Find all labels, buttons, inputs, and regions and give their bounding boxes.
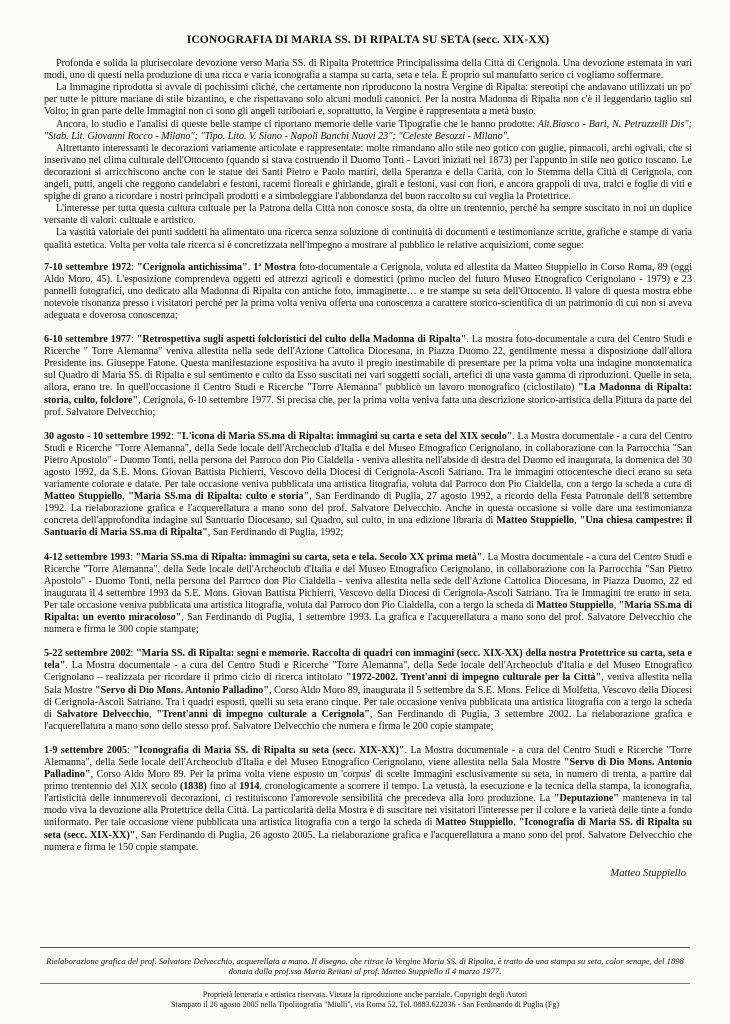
entry-sep: , (149, 708, 157, 720)
entry-book-title: "Iconografia di Maria SS. di Ripalta su seta (secc. XIX-XX)" (44, 817, 693, 841)
entry-book-title: "1972-2002. Trent'anni di impegno culturale per la Città" (345, 672, 602, 684)
entry-author: Matteo Stuppiello (496, 515, 575, 527)
entry-body: , veniva allestita nella Sala Mostre (44, 672, 693, 696)
intro-paragraph-2: La Immagine riprodotta si avvale di pochissimi cliché, che certamente non riproducono la nostra Vergine di Ripalta: stereotipi che andavano utilizzati un po' per tutte le pitture mariane di stile bizantino, e che rispettavano solo alcuni moduli canonici. Per la nostra Madonna di Ripalta non c'è il leggendario taglio sul Volto; in gran parte delle Immagini non ci sono gli angeli turiboiari e, soprattutto, la Vergine è rappresentata a metà busto. (44, 82, 692, 118)
exhibition-entry-1993 (44, 552, 692, 637)
entry-title: "Cerignola antichissima" (137, 261, 248, 273)
entry-sep: : (170, 430, 177, 442)
entry-body: , San Ferdinando di Puglia, 1992; (207, 527, 344, 539)
footer (40, 990, 690, 1009)
entry-year: 1914 (239, 781, 260, 793)
author-signature: Matteo Stuppiello (610, 867, 686, 879)
entry-body: . La Mostra documentale - a cura del Centro Studi e Ricerche "Torre Alemanna", della Sede locale dell'Archeoclub d'Italia e del Museo Etnografico Cerignolano, in collaborazione con la Parrocchia "San Pietro Apostolo" - Duomo Tonti, nella persona del Parroco don Pio Cialdella - veniva allestita nell'abside di destra del Duomo ed inaugurata, la domenica del 30 agosto 1992, da S.E. Mons. Giovan Battista Pichierri, Vescovo della Diocesi di Cerignola-Ascoli Satriano. Tra le immagini ottocentesche dieci erano su seta variamente colorate e datate. Per tale occasione veniva pubblicata una artistica litografia, voluta dal Parroco don Pio Cialdella, con a tergo la scheda a cura di (44, 430, 692, 491)
entry-title: "Maria SS.ma di Ripalta: immagini su carta, seta e tela. Secolo XX prima metà" (135, 551, 483, 563)
entry-body: , Cerignola, 6-10 settembre 1977. Si precisa che, per la prima volta veniva fatta una descrizione storico-artistica della Pittura da parte del prof. Salvatore Delvecchio; (44, 394, 692, 418)
caption-divider (40, 947, 690, 948)
entry-sep: . (247, 261, 254, 273)
entry-title: "L'icona di Maria SS.ma di Ripalta: immagini su carta e seta del XIX secolo" (176, 430, 513, 442)
entry-sep: , (122, 491, 129, 503)
copyright-notice: Proprietà letteraria e artistica riservata. Vietata la riproduzione anche parziale. Copyright degli Autori (202, 990, 528, 999)
entry-body: . La mostra foto-documentale a cura del Centro Studi e Ricerche " Torre Alemanna" veniva allestita nella sede dell'Azione Cattolica Diocesana, in Piazza Duomo 22, gentilmente messa a disposizione dall'allora Presidente ins. Giuseppe Fatone. Questa manifestazione espositiva ha avuto il pregio inestimabile di presentare per la prima volta una indagine monotematica sul Quadro di Maria SS. di Ripalta e sul sentimento e culto da Esso suscitati nei vari soggetti sociali, artefici di una vasta gamma di riproduzioni. Quelle in seta, allora, erano tre. In quell'occasione il Centro Studi e Ricerche "Torre Alemanna" pubblicò un lavoro monografico (ciclostilato) (44, 334, 692, 394)
entry-sep: , (513, 817, 519, 829)
entry-author: Salvatore Delvecchio (56, 708, 150, 720)
entry-sep: : (130, 334, 137, 346)
entry-body: , Corso Aldo Moro 89. Per la prima volta viene esposto un 'corpus' di scelte Immagini esclusivamente su seta, in numero di trenta, a partire dal primo trentennio del XIX secolo (44, 769, 692, 793)
entry-body: , Corso Aldo Moro 89, inaugurata il 5 settembre da S.E. Mons. Felice di Molfetta, Vescovo della Diocesi di Cerignola-Ascoli Satriano. Tra i quadri esposti, quelli su seta erano cinque. Per tale occasione veniva pubblicata una artistica litografia con a tergo la scheda di (44, 684, 692, 720)
entry-hall-name: "Servo di Dio Mons. Antonio Palladino" (44, 756, 692, 781)
exhibition-entry-2002 (44, 648, 692, 733)
document-title: ICONOGRAFIA DI MARIA SS. DI RIPALTA SU SETA (secc. XIX-XX) (186, 33, 550, 46)
entry-book-title: "Maria SS.ma di Ripalta: un evento miracoloso" (44, 599, 692, 624)
entry-body: . La Mostra documentale - a cura del Centro Studi e Ricerche "Torre Alemanna", della Sede locale dell'Archeoclub d'Italia e del Museo Etnografico Cerignolano, in collaborazione con la Parrocchia "San Pietro Apostolo" - Duomo Tonti, nella persona del Parroco don Pio Cialdella - veniva allestita nella sede dell'Azione Cattolica Diocesana, in Piazza Duomo, 22 ed inaugurata il 4 settembre 1993 da S.E. Mons. Giovan Battista Pichierri, Vescovo della Diocesi di Cerignola-Ascoli Satriano. Tra le Immagini tre erano in seta. Per tale occasione veniva pubblicata una artistica litografia, voluta dal Parroco don Pio Cialdella, con a tergo la scheda di (44, 551, 692, 611)
image-caption: Rielaborazione grafica del prof. Salvatore Delvecchio, acquerellata a mano. Il disegno, che ritrae la Vergine Maria SS. di Ripalta, è tratto da una stampa su seta, color senape, del 1898 donata dalla prof.ssa Maria Reitani al prof. Matteo Stuppiello il 4 marzo 1977. (46, 956, 684, 977)
exhibition-entry-1977 (44, 334, 692, 419)
entry-book-title: "Una chiesa campestre: il Santuario di Maria SS.ma di Ripalta" (44, 515, 693, 539)
exhibition-entry-2005 (44, 745, 692, 854)
entry-sep: : (130, 648, 137, 660)
intro-paragraph-3 (44, 119, 692, 143)
entry-body: fino al (206, 781, 240, 793)
entry-date: 4-12 settembre 1993 (44, 551, 131, 563)
entry-sep: : (127, 744, 134, 756)
exhibition-entry-1992 (44, 431, 692, 540)
exhibition-entry-1972 (44, 262, 692, 322)
entry-book-title: "Maria SS.ma di Ripalta: culto e storia" (128, 491, 310, 503)
entry-body: , San Ferdinando di Puglia, 26 agosto 2005. La rielaborazione grafica e l'acquerellatura a mano sono del prof. Salvatore Delvecchio che numera e firma le 150 copie stampate. (44, 829, 692, 853)
entry-deputazione: "Deputazione" (553, 793, 619, 805)
entry-author: Matteo Stuppiello (435, 817, 514, 829)
entry-date: 1-9 settembre 2005 (44, 744, 127, 756)
entry-body: . La Mostra documentale - a cura del Centro Studi e Ricerche "Torre Alemanna", della Sede locale dell'Archeoclub d'Italia e del Museo Etnografico Cerignolano – realizzata per ricordare il primo ciclo di ricerca intitolato (44, 660, 692, 684)
entry-date: 7-10 settembre 1972 (44, 261, 132, 273)
intro-paragraph-5: L'interesse per tutta questa cultura cultuale per la Patrona della Città non conosce sosta, da oltre un trentennio, perché ha sempre suscitato in noi un duplice versante di valori: cultuale e artistico. (44, 203, 692, 227)
entry-date: 30 agosto - 10 settembre 1992 (44, 430, 171, 442)
document-page (44, 34, 692, 880)
entry-sep: , (613, 599, 619, 611)
entry-body: foto-documentale a Cerignola, voluta ed allestita da Matteo Stuppiello in Corso Roma, 89 (oggi Aldo Moro, 45). L'esposizione comprendeva oggetti ed attrezzi agricoli e domestici (primo nucleo del futuro Museo Etnografico Cerignolano - 1979) e 23 pannelli fotografici, uno dedicato alla Madonna di Ripalta con antiche foto, immaginette… e tre stampe su seta dell'Ottocento. Il valore di questa mostra ebbe notevole risonanza presso i visitatori perché per la prima volta veniva offerta una conoscenza a carattere storico-scientifica di un patrimonio di cui non si aveva adeguata e doverosa conoscenza; (44, 261, 692, 321)
entry-body: manteneva in tal modo viva la devozione alla Protettrice della Città. La particolarità della Mostra è di suscitare nei visitatori l'interesse per il colore e la varietà delle tinte a fondo uniformato. Per tale occasione viene pubblicata una artistica litografia con a tergo la scheda di (44, 793, 692, 829)
entry-sep: : (131, 261, 138, 273)
entry-author: Matteo Stuppiello (536, 599, 614, 611)
entry-body: , cronologicamente a scorrere il tempo. La vetustà, la esecuzione e la tecnica della stampa, la iconografia, l'artisticità delle innumerevoli decorazioni, ci restituiscono l'amorevole sensibilità che precedeva alla loro produzione. La (44, 781, 693, 805)
entry-sep: : (130, 551, 136, 563)
entry-author: Matteo Stuppiello (44, 491, 123, 503)
entry-body: , San Ferdinando di Puglia, 27 agosto 1992, a ricordo della Festa Patronale dell'8 settembre 1992. La rielaborazione grafica e l'acquerellatura a mano sono del prof. Salvatore Delvecchio. Anche in questa occasione si volle dare una testimonianza concreta dell'approfondita indagine sul Santuario Diocesano, sul Quadro, sul culto, in una edizione libraria di (44, 491, 693, 527)
entry-year: (1838) (179, 781, 207, 793)
entry-book-title: "Trent'anni di impegno culturale a Cerignola" (156, 708, 370, 720)
printer-notice: Stampato il 26 agosto 2005 nella Tipolitografia "Miulli", via Roma 52, Tel. 0883.622036 - San Ferdinando di Puglia (Fg) (170, 999, 560, 1009)
entry-date: 5-22 settembre 2002 (44, 648, 131, 660)
entry-sep: , (574, 515, 580, 527)
intro-paragraph-4: Altrettanto interessanti le decorazioni variamente articolate e rappresentate: molte rimandano allo stile neo gotico con guglie, pinnacoli, archi ogivali, che si inserivano nel clima culturale dell'Ottocento (quando si stava costruendo il Duomo Tonti - Lavori iniziati nel 1873) per l'appunto in stile neo gotico toscano. Le decorazioni si arricchiscono anche con le statue dei Santi Pietro e Paolo martiri, della Speranza e della Carità, con lo Stemma della Città di Cerignola, con angeli, putti, angeli che reggono candelabri e festoni, racemi floreali e ghirlande, girali e festoni, vasi con fiori, e ancora grappoli di uva, tralci e foglie di viti e spighe di grano a ricordare i nostri principali prodotti e a simboleggiare l'abbondanza del buon raccolto su cui veglia la Protettrice. (44, 142, 692, 203)
intro-paragraph-3-text: Ancora, lo studio e l'analisi di queste belle stampe ci riportano memorie delle varie Tipografie che le hanno prodotte: (56, 118, 535, 130)
entry-title: "Retrospettiva sugli aspetti folcloristici del culto della Madonna di Ripalta" (136, 334, 467, 346)
entry-body: . La Mostra documentale - a cura del Centro Studi e Ricerche "Torre Alemanna", della Sede locale dell'Archeoclub d'Italia e del Museo Etnografico Cerignolano, viene allestita nella Sala Mostre (44, 744, 693, 768)
printers-list: Alt.Biasco - Bari, N. Petruzzelli Dis"; "Stab. Lit. Giovanni Rocco - Milano"; "Tipo. Lito. V. Siano - Napoli Banchi Nuovi 23"; "Celeste Besozzi - Milano". (44, 118, 692, 142)
entry-book-title: "La Madonna di Ripalta: storia, culto, folclore" (44, 382, 692, 406)
footer-divider (40, 983, 690, 984)
entry-title: "Maria SS. di Ripalta: segni e memorie. Raccolta di quadri con immagini (secc. XIX-XX) della nostra Protettrice su carta, seta e tela" (44, 648, 693, 672)
entry-date: 6-10 settembre 1977 (44, 334, 131, 346)
intro-paragraph-6: La vastità valoriale dei punti suddetti ha alimentato una ricerca senza soluzione di continuità di documenti e testimonianze scritte, grafiche e stampe di varia qualità estetica. Volta per volta tale ricerca si è concretizzata nell'impegno a mostrare al pubblico le relative acquisizioni, come segue: (44, 227, 692, 251)
entry-body: , San Ferdinando di Puglia, 3 settembre 2002. La rielaborazione grafica e l'acquerellatura a mano sono dello stesso prof. Salvatore Delvecchio che numera e firma le 200 copie stampate; (44, 708, 693, 732)
entry-number: 1ª Mostra (253, 261, 296, 273)
intro-paragraph-1: Profonda e solida la plurisecolare devozione verso Maria SS. di Ripalta Protettrice Principalissima della Città di Cerignola. Una devozione estemata in vari modi, uno di questi nella produzione di una ricca e varia iconografia a stampa su carta, seta e tela. È proprio sul manufatto serico ci vogliamo soffermare. (44, 58, 692, 82)
entry-title: "Iconografia di Maria SS. di Ripalta su seta (secc. XIX-XX)" (133, 744, 405, 756)
entry-hall-name: "Servo di Dio Mons. Antonio Palladino" (95, 684, 269, 696)
entry-body: , San Ferdinando di Puglia, 1 settembre 1993. La grafica e l'acquerellatura a mano sono del prof. Salvatore Delvecchio che numera e firma le 300 copie stampate; (44, 612, 692, 636)
